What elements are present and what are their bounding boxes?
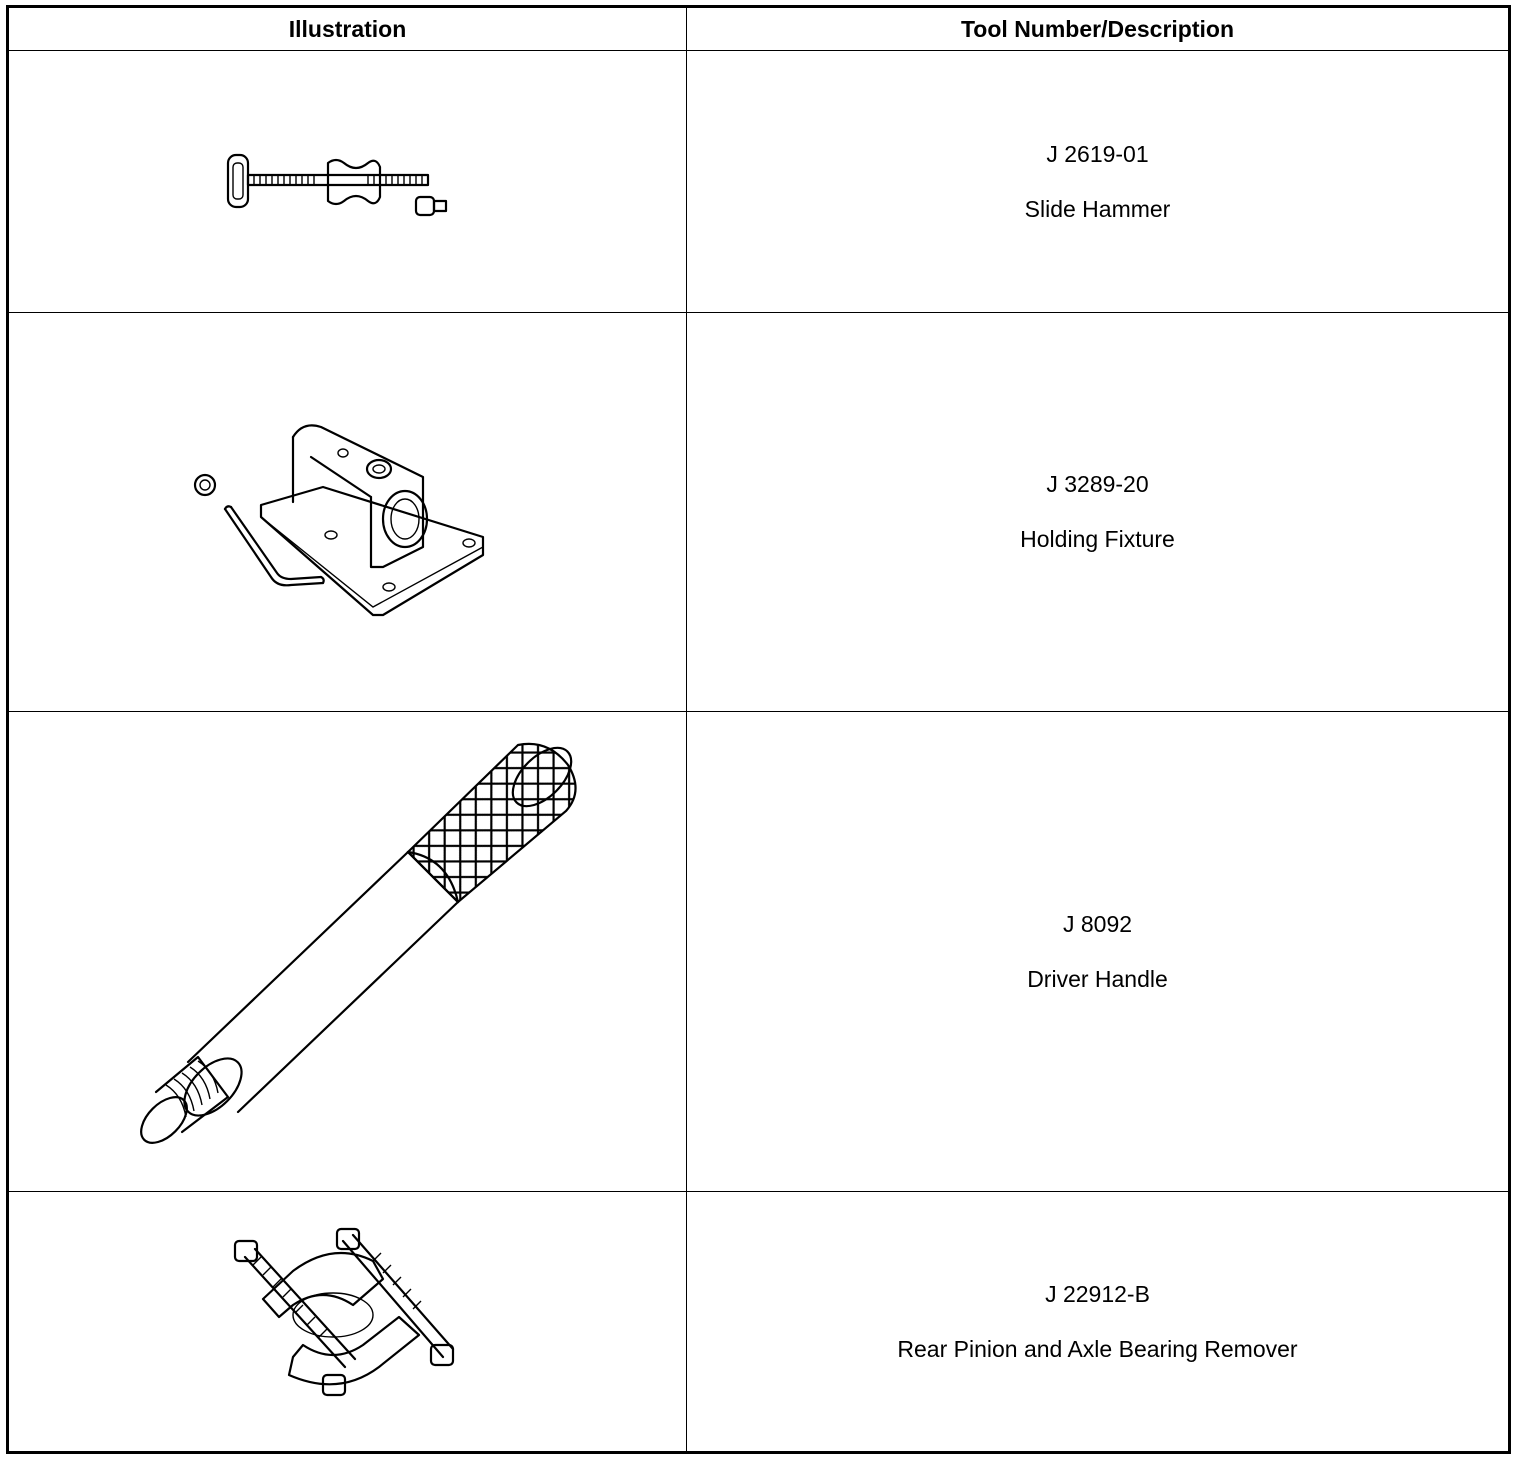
tool-number: J 8092 (1062, 910, 1133, 937)
illustration-header: Illustration (8, 7, 687, 51)
bearing-remover-icon (223, 1227, 473, 1417)
tool-description-cell (687, 712, 1510, 1192)
slide-hammer-icon (218, 137, 478, 227)
table-row (8, 313, 1510, 712)
illustration-cell (8, 313, 687, 712)
tool-number: J 22912-B (1045, 1280, 1150, 1307)
driver-handle-icon (118, 737, 578, 1167)
tool-description-cell (687, 313, 1510, 712)
tool-name: Slide Hammer (1024, 195, 1171, 222)
illustration-cell (8, 51, 687, 313)
tool-name: Rear Pinion and Axle Bearing Remover (897, 1335, 1298, 1362)
special-tools-table (6, 5, 1511, 1454)
illustration-cell (8, 712, 687, 1192)
holding-fixture-icon (183, 407, 513, 617)
table-row (8, 712, 1510, 1192)
tool-description-cell (687, 51, 1510, 313)
table-row (8, 51, 1510, 313)
table-row (8, 1192, 1510, 1453)
illustration-cell (8, 1192, 687, 1453)
tool-header: Tool Number/Description (687, 7, 1510, 51)
tool-number: J 2619-01 (1046, 140, 1149, 167)
tool-name: Driver Handle (1027, 965, 1168, 992)
tool-number: J 3289-20 (1046, 471, 1149, 497)
header-row (8, 7, 1510, 51)
tool-name: Holding Fixture (1020, 526, 1175, 552)
tool-description-cell (687, 1192, 1510, 1453)
